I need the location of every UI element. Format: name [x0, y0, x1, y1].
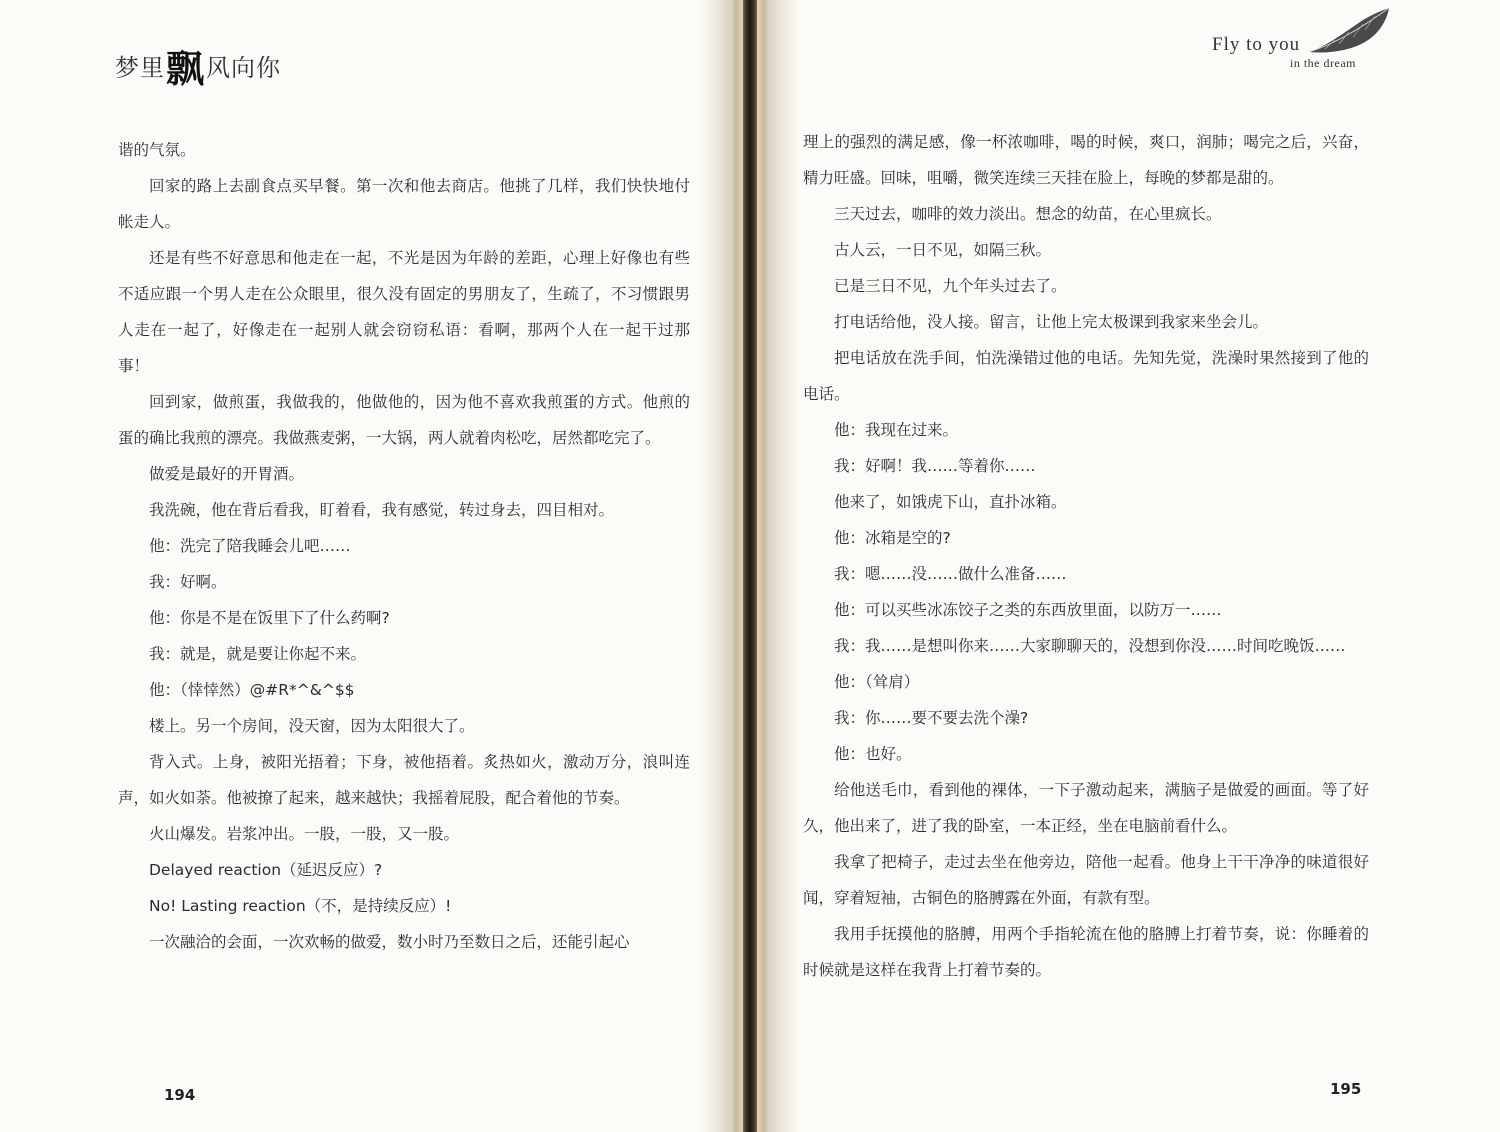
english-title-line1: Fly to you [1212, 34, 1301, 55]
paragraph: 回家的路上去副食点买早餐。第一次和他去商店。他挑了几样，我们快快地付帐走人。 [118, 177, 690, 231]
left-text-column [118, 132, 690, 960]
paragraph: 他：冰箱是空的? [834, 529, 951, 547]
paragraph: 古人云，一日不见，如隔三秋。 [834, 241, 1052, 259]
book-title [115, 38, 281, 93]
paragraph: 他：你是不是在饭里下了什么药啊? [149, 609, 390, 627]
paragraph: 我拿了把椅子，走过去坐在他旁边，陪他一起看。他身上干干净净的味道很好闻，穿着短袖，古铜色的胳膊露在外面，有款有型。 [803, 853, 1369, 907]
left-page [0, 0, 735, 1132]
book-title-pre: 梦里 [115, 54, 165, 82]
paragraph: 背入式。上身，被阳光捂着；下身，被他捂着。炙热如火，激动万分，浪叫连声，如火如荼。他被撩了起来，越来越快；我摇着屁股，配合着他的节奏。 [118, 753, 690, 807]
paragraph: 我用手抚摸他的胳膊，用两个手指轮流在他的胳膊上打着节奏，说：你睡着的时候就是这样在我背上打着节奏的。 [803, 925, 1369, 979]
paragraph: 谐的气氛。 [118, 141, 196, 159]
paragraph: 我：我……是想叫你来……大家聊聊天的，没想到你没……时间吃晚饭…… [834, 637, 1346, 655]
paragraph: No! Lasting reaction（不，是持续反应）! [149, 897, 452, 915]
book-title-big-char: 飘 [166, 46, 206, 91]
book-gutter [700, 0, 800, 1132]
paragraph: 他：也好。 [834, 745, 912, 763]
paragraph: 我洗碗，他在背后看我，盯着看，我有感觉，转过身去，四目相对。 [149, 501, 615, 519]
paragraph: 楼上。另一个房间，没天窗，因为太阳很大了。 [149, 717, 475, 735]
paragraph: 他：（悻悻然）@#R*^&^$$ [149, 681, 355, 699]
paragraph: 打电话给他，没人接。留言，让他上完太极课到我家来坐会儿。 [834, 313, 1269, 331]
paragraph: 我：就是，就是要让你起不来。 [149, 645, 367, 663]
paragraph: 他：洗完了陪我睡会儿吧…… [149, 537, 351, 555]
paragraph: 理上的强烈的满足感，像一杯浓咖啡，喝的时候，爽口，润肺；喝完之后，兴奋，精力旺盛。回味，咀嚼，微笑连续三天挂在脸上，每晚的梦都是甜的。 [803, 133, 1369, 187]
page-number-right: 195 [1330, 1080, 1362, 1098]
paragraph: 我：你……要不要去洗个澡? [834, 709, 1029, 727]
book-title-post: 风向你 [206, 54, 282, 82]
english-title [1212, 32, 1412, 82]
paragraph: 还是有些不好意思和他走在一起，不光是因为年龄的差距，心理上好像也有些不适应跟一个男人走在公众眼里，很久没有固定的男朋友了，生疏了，不习惯跟男人走在一起了，好像走在一起别人就会窃窃私语：看啊，那两个人在一起干过那事！ [118, 249, 690, 375]
paragraph: 我：好啊。 [149, 573, 227, 591]
paragraph: 他：我现在过来。 [834, 421, 959, 439]
paragraph: 做爱是最好的开胃酒。 [149, 465, 305, 483]
paragraph: 回到家，做煎蛋，我做我的，他做他的，因为他不喜欢我煎蛋的方式。他煎的蛋的确比我煎的漂亮。我做燕麦粥，一大锅，两人就着肉松吃，居然都吃完了。 [118, 393, 690, 447]
right-text-column [803, 124, 1369, 988]
page-number-left: 194 [164, 1086, 196, 1104]
gutter-edge-left [735, 0, 743, 1132]
paragraph: 把电话放在洗手间，怕洗澡错过他的电话。先知先觉，洗澡时果然接到了他的电话。 [803, 349, 1369, 403]
paragraph: 三天过去，咖啡的效力淡出。想念的幼苗，在心里疯长。 [834, 205, 1222, 223]
paragraph: Delayed reaction（延迟反应）? [149, 861, 383, 879]
paragraph: 给他送毛巾，看到他的裸体，一下子激动起来，满脑子是做爱的画面。等了好久，他出来了，进了我的卧室，一本正经，坐在电脑前看什么。 [803, 781, 1369, 835]
paragraph: 他：（耸肩） [834, 673, 920, 691]
english-title-line2: in the dream [1290, 56, 1356, 70]
paragraph: 火山爆发。岩浆冲出。一股，一股，又一股。 [149, 825, 460, 843]
paragraph: 我：好啊！我……等着你…… [834, 457, 1036, 475]
paragraph: 我：嗯……没……做什么准备…… [834, 565, 1067, 583]
gutter-edge-right [757, 0, 765, 1132]
paragraph: 已是三日不见，九个年头过去了。 [834, 277, 1067, 295]
paragraph: 他来了，如饿虎下山，直扑冰箱。 [834, 493, 1067, 511]
paragraph: 一次融洽的会面，一次欢畅的做爱，数小时乃至数日之后，还能引起心 [149, 933, 630, 951]
paragraph: 他：可以买些冰冻饺子之类的东西放里面，以防万一…… [834, 601, 1222, 619]
